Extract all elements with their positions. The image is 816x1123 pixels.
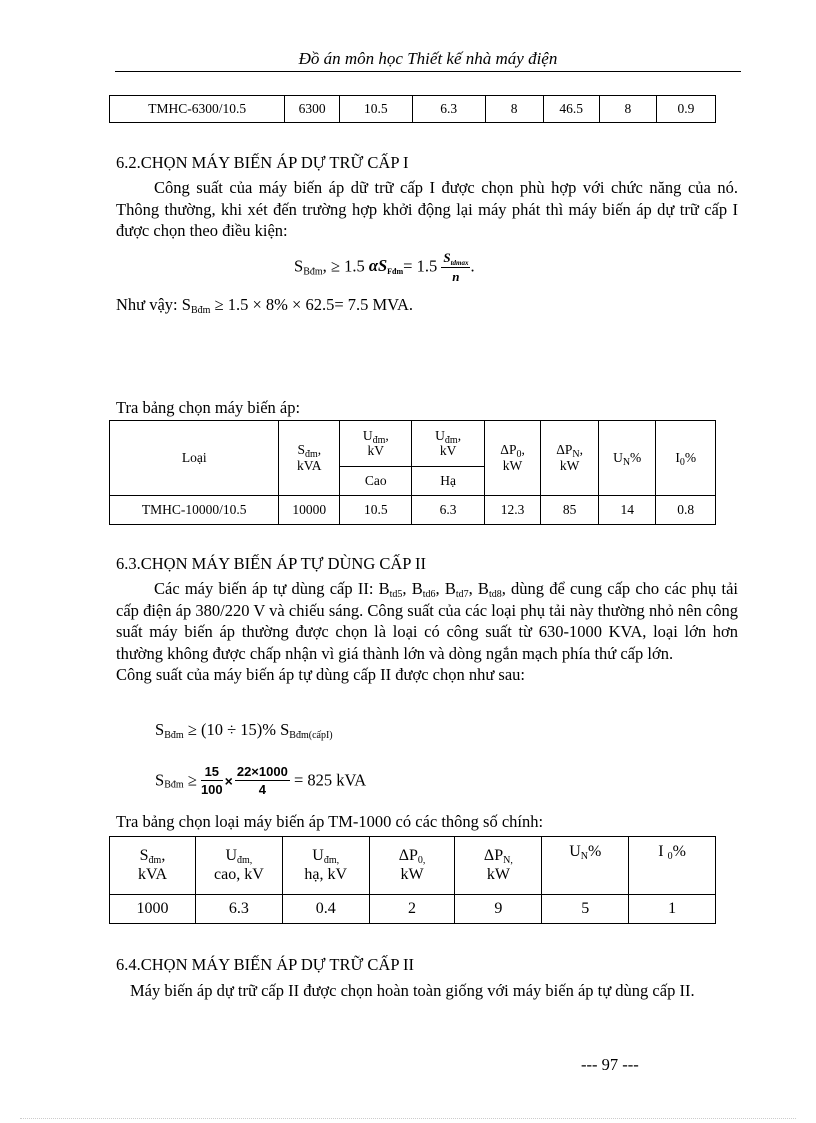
cell: 12.3 <box>484 495 541 524</box>
h-text: ΔP <box>398 847 418 865</box>
formula-text: . <box>470 256 475 276</box>
top-table <box>109 95 716 123</box>
h-unit: kW <box>502 457 523 473</box>
cell: 46.5 <box>543 96 599 123</box>
cell: 6.3 <box>412 96 485 123</box>
section-6-2-title: 6.2.CHỌN MÁY BIẾN ÁP DỰ TRỮ CẤP I <box>116 153 409 172</box>
header-i0 <box>629 837 716 895</box>
h-sub: 0 <box>516 449 522 461</box>
cell: 1000 <box>110 895 196 924</box>
header-p0 <box>484 421 541 496</box>
formula-symbol: S <box>155 720 165 739</box>
formula-symbol: S <box>377 256 388 276</box>
formula-text: = 825 kVA <box>289 770 367 790</box>
cell: 10.5 <box>339 96 412 123</box>
formula-sub: Bđm <box>303 266 323 278</box>
h-text: % <box>684 450 697 466</box>
p-text: , dùng để cung cấp cho các phụ tải cấp điện áp 380/220 V và chiếu sáng. Công suất của các loại phụ tải này thường nhỏ nên công suất máy biến áp thường được chọn là loại có công suất từ 630-1000 KVA, loại lớn hơn thường không được chấp nhận vì giá thành lớn và dòng ngắn mạch phía thứ cấp lớn. <box>116 579 738 663</box>
h-sub: đm, <box>237 855 253 867</box>
frac-num: 15 <box>201 764 223 781</box>
frac-den: 4 <box>258 782 266 797</box>
result-sub: Bđm <box>190 305 211 316</box>
cell: 5 <box>542 895 629 924</box>
header-udm-cao <box>195 837 282 895</box>
formula-fraction <box>201 764 223 797</box>
h-sub: N <box>572 449 580 461</box>
table-row <box>110 96 716 123</box>
result-text: Như vậy: S <box>116 295 191 314</box>
formula-symbol: S <box>294 256 304 276</box>
table-row <box>110 495 716 524</box>
section-6-3-paragraph <box>116 578 738 686</box>
h-text: S <box>297 442 305 458</box>
header-pn <box>455 837 542 895</box>
section-6-2-paragraph <box>116 177 738 242</box>
h-text: U <box>435 427 445 443</box>
h-unit: kW <box>400 865 424 883</box>
table2-caption: Tra bảng chọn loại máy biến áp TM-1000 có các thông số chính: <box>116 812 544 831</box>
h-sub: đm, <box>323 855 340 867</box>
cell: 14 <box>598 495 656 524</box>
h-sub: đm <box>444 434 458 446</box>
h-sub: 0 <box>679 457 685 469</box>
formula-text: ≥ (10 ÷ 15)% S <box>183 720 290 739</box>
paragraph-text: Công suất của máy biến áp dữ trữ cấp I được chọn phù hợp với chức năng của nó. Thông thường, khi xét đến trường hợp khởi động lại máy phát thì máy biến áp dự trữ cấp I được chọn theo điều kiện: <box>116 178 738 240</box>
header-udm-cao <box>340 421 412 467</box>
frac-num-sub: tdmax <box>450 259 469 267</box>
cell: 6.3 <box>195 895 282 924</box>
page-bottom-edge <box>20 1118 796 1119</box>
h-text: , <box>579 442 584 458</box>
h-sub: đm <box>148 855 162 867</box>
header-sdm <box>110 837 196 895</box>
cell: 10.5 <box>340 495 412 524</box>
formula-text: , ≥ 1.5 <box>322 256 369 276</box>
frac-num: 22×1000 <box>236 764 288 779</box>
h-text: U <box>312 847 324 865</box>
h-unit: kW <box>559 457 580 473</box>
cell: 1 <box>629 895 716 924</box>
formula-text: ≥ <box>183 770 201 790</box>
h-text: % <box>588 843 602 860</box>
formula-symbol: S <box>155 770 165 790</box>
h-text: % <box>672 843 686 860</box>
cell: 0.8 <box>656 495 716 524</box>
formula-sub: Bđm <box>164 730 184 741</box>
h-sub: đm <box>372 434 386 446</box>
table-header-row <box>110 837 716 895</box>
h-unit: cao, kV <box>213 865 264 883</box>
result-text: ≥ 1.5 × 8% × 62.5= 7.5 MVA. <box>210 295 413 314</box>
h-text: U <box>613 450 623 466</box>
header-pn <box>541 421 599 496</box>
cell: 6300 <box>285 96 339 123</box>
formula-times: × <box>224 772 233 789</box>
paragraph-text: Các máy biến áp tự dùng cấp II: $B_{td5}$, $B_{td6}$, $B_{td7}$, $B_{td8}$, dùng để cung cấp cho các phụ tải cấp điện áp 380/220 V và chiếu sáng. Công suất của các loại phụ tải này thường nhỏ nên công suất máy biến áp thường được chọn là loại có công suất từ 630-1000 KVA, loại lớn hơn thường không được chấp nhận vì giá thành lớn và dòng ngắn mạch phía thứ cấp lớn. <box>116 579 738 663</box>
header-udm-ha <box>282 837 369 895</box>
cell: 6.3 <box>412 495 484 524</box>
header-p0 <box>369 837 455 895</box>
section-6-4-paragraph <box>116 980 738 1002</box>
h-text: I <box>658 843 668 860</box>
cell: 0.9 <box>656 96 715 123</box>
header-ha: Hạ <box>412 466 484 495</box>
h-sub: N <box>580 851 589 862</box>
cell: 2 <box>369 895 455 924</box>
formula-sub: Fđm <box>387 267 404 277</box>
header-loai: Loại <box>110 421 279 496</box>
h-sub: 0 <box>667 851 673 862</box>
h-text: I <box>675 450 680 466</box>
h-sub: đm <box>304 449 318 461</box>
cell: TMHC-6300/10.5 <box>110 96 285 123</box>
h-text: , <box>161 847 166 865</box>
h-unit: kV <box>439 443 457 459</box>
h-sub: N, <box>503 855 513 867</box>
h-text: , <box>317 442 322 458</box>
table-row <box>110 895 716 924</box>
h-unit: kVA <box>137 865 167 883</box>
section-6-3-title: 6.3.CHỌN MÁY BIẾN ÁP TỰ DÙNG CẤP II <box>116 554 426 573</box>
cell: TMHC-10000/10.5 <box>110 495 279 524</box>
cell: 9 <box>455 895 542 924</box>
h-text: U <box>362 427 373 443</box>
header-udm-ha <box>412 421 484 467</box>
frac-den: 100 <box>200 782 223 797</box>
page-number: --- 97 --- <box>581 1055 639 1074</box>
h-text: , <box>385 427 389 443</box>
p-sub: td8 <box>488 589 502 600</box>
h-text: ΔP <box>500 442 517 458</box>
frac-num: S <box>443 250 451 265</box>
header-rule <box>115 71 741 72</box>
h-text: U <box>225 847 237 865</box>
cell: 85 <box>541 495 599 524</box>
formula-sub: Bđm(cấpI) <box>289 730 333 741</box>
table1-caption: Tra bảng chọn máy biến áp: <box>116 398 301 417</box>
h-text: ΔP <box>556 442 573 458</box>
formula-6-3-a <box>155 720 333 740</box>
cell: 10000 <box>279 495 340 524</box>
h-unit: kVA <box>297 457 322 473</box>
section-6-4-title: 6.4.CHỌN MÁY BIẾN ÁP DỰ TRỮ CẤP II <box>116 955 415 974</box>
h-text: S <box>139 847 149 865</box>
cell: 0.4 <box>282 895 369 924</box>
formula-sub: Bđm <box>164 779 184 791</box>
formula-text: = 1.5 <box>403 256 442 276</box>
h-unit: hạ, kV <box>304 865 348 883</box>
table1 <box>109 420 716 525</box>
header-sdm <box>279 421 340 496</box>
h-text: ΔP <box>483 847 504 865</box>
h-text: , <box>521 442 525 458</box>
table-header-row <box>110 421 716 467</box>
header-i0 <box>656 421 716 496</box>
formula-alpha: α <box>368 256 378 276</box>
p-sub: td7 <box>455 589 469 600</box>
p-text: Các máy biến áp tự dùng cấp II: B <box>154 579 390 598</box>
header-un <box>598 421 656 496</box>
frac-den: n <box>441 267 470 285</box>
h-unit: kW <box>486 865 510 883</box>
p-sub: td5 <box>389 589 403 600</box>
page-header: Đồ án môn học Thiết kế nhà máy điện <box>298 49 558 68</box>
h-unit: kV <box>367 443 385 459</box>
formula-fraction <box>235 764 290 797</box>
h-text: U <box>569 843 581 860</box>
table2 <box>109 836 716 924</box>
result-line <box>116 295 413 315</box>
h-text: , <box>457 427 462 443</box>
header-cao: Cao <box>340 466 412 495</box>
cell: 8 <box>599 96 656 123</box>
formula-fraction <box>441 250 470 285</box>
h-text: % <box>630 450 642 466</box>
h-sub: N <box>622 457 631 469</box>
paragraph-text: Máy biến áp dự trữ cấp II được chọn hoàn toàn giống với máy biến áp tự dùng cấp II. <box>130 981 695 1000</box>
formula-6-2 <box>294 250 475 285</box>
paragraph-line: Công suất của máy biến áp tự dùng cấp II được chọn như sau: <box>116 665 525 684</box>
header-un <box>542 837 629 895</box>
formula-6-3-b <box>155 764 366 797</box>
cell: 8 <box>485 96 543 123</box>
h-sub: 0, <box>417 855 426 867</box>
p-sub: td6 <box>422 589 436 600</box>
